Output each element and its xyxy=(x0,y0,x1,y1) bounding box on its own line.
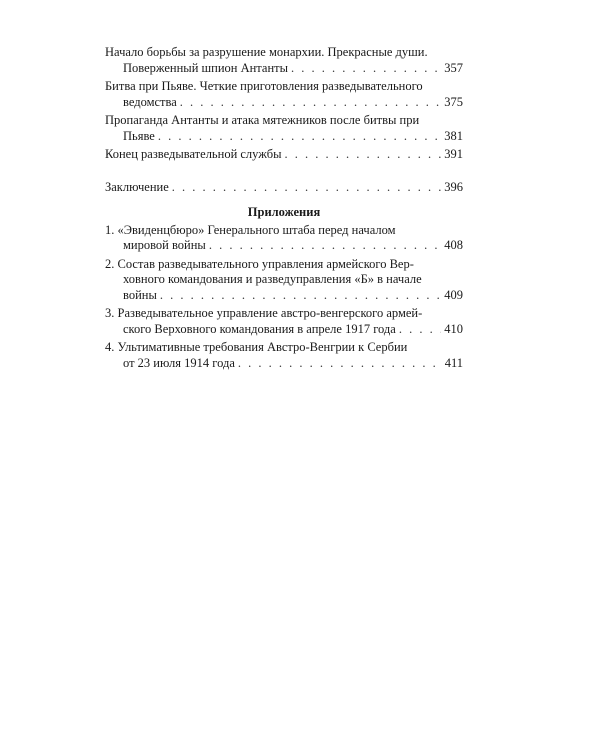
appendix-entry-title-cont: от 23 июля 1914 года xyxy=(123,355,235,370)
appendix-entry-title: 3. Разведывательное управление австро-венгерского армей- xyxy=(105,306,423,320)
toc-entry xyxy=(105,45,463,76)
toc-entry xyxy=(105,147,463,163)
page-number: 409 xyxy=(444,287,463,302)
appendix-entry-title: 2. Состав разведывательного управления армейского Вер- xyxy=(105,256,414,271)
appendix-entry-title-cont: мировой войны xyxy=(123,238,206,252)
toc-entry-title: Начало борьбы за разрушение монархии. Прекрасные души. xyxy=(105,45,428,59)
table-of-contents xyxy=(105,45,463,374)
page-number: 391 xyxy=(444,147,463,161)
appendix-entry-title: 4. Ультимативные требования Австро-Венгрии к Сербии xyxy=(105,340,408,354)
appendix-entry xyxy=(105,257,463,304)
appendix-heading: Приложения xyxy=(247,205,321,219)
leader-dots xyxy=(180,95,441,111)
appendix-entry xyxy=(105,306,463,337)
appendix-entry-title-cont: войны xyxy=(123,287,157,302)
leader-dots xyxy=(285,147,442,163)
appendix-entry-title-cont: ского Верховного командования в апреле 1917 года xyxy=(123,321,396,336)
toc-entry-title: Конец разведывательной службы xyxy=(105,147,282,161)
appendix-entry xyxy=(105,340,463,371)
page-number: 408 xyxy=(444,238,463,252)
page-number: 381 xyxy=(444,128,463,143)
leader-dots xyxy=(160,288,441,304)
leader-dots xyxy=(158,129,441,145)
leader-dots xyxy=(291,61,441,77)
toc-entry-title-cont: ведомства xyxy=(123,94,177,109)
toc-entry xyxy=(105,113,463,144)
page-number: 410 xyxy=(444,321,463,336)
conclusion-title: Заключение xyxy=(105,179,169,194)
leader-dots xyxy=(209,238,441,254)
leader-dots xyxy=(238,356,442,372)
leader-dots xyxy=(399,322,441,338)
toc-entry-title: Битва при Пьяве. Четкие приготовления разведывательного xyxy=(105,79,423,93)
page-number: 357 xyxy=(444,60,463,75)
appendix-entry-title-cont: ховного командования и разведуправления «Б» в начале xyxy=(123,272,422,286)
appendix-entry xyxy=(105,223,463,254)
toc-entry-title-cont: Пьяве xyxy=(123,128,155,143)
leader-dots xyxy=(172,180,442,196)
page-number: 396 xyxy=(444,179,463,194)
page-number: 375 xyxy=(444,94,463,109)
page-number: 411 xyxy=(444,355,463,370)
toc-entry xyxy=(105,79,463,110)
toc-entry-conclusion xyxy=(105,180,463,196)
appendix-entry-title: 1. «Эвиденцбюро» Генерального штаба перед началом xyxy=(105,222,396,237)
toc-entry-title: Пропаганда Антанты и атака мятежников после битвы при xyxy=(105,113,420,127)
toc-entry-title-cont: Поверженный шпион Антанты xyxy=(123,60,289,75)
